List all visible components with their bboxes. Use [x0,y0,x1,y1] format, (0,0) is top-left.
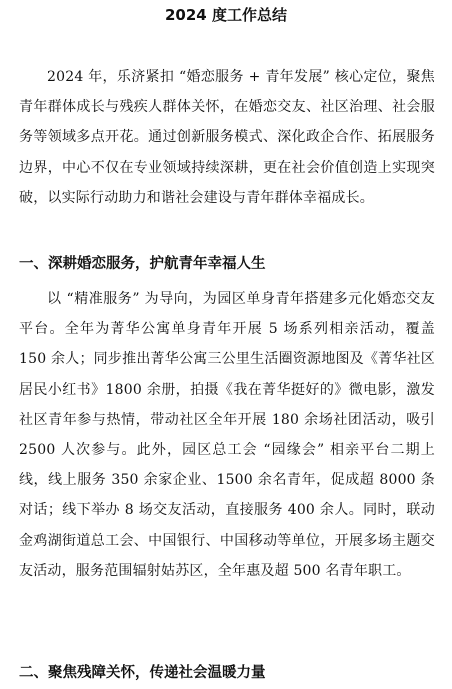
section-body-marriage-service: 以 “精准服务” 为导向，为园区单身青年搭建多元化婚恋交友平台。全年为菁华公寓单身青年开展 5 场系列相亲活动，覆盖 150 余人；同步推出菁华公寓三公里生活圈资源地图及《菁华社区居民小红书》1800 余册，拍摄《我在菁华挺好的》微电影，激发社区青年参与热情，带动社区全年开展 180 余场社团活动，吸引 2500 人次参与。此外，园区总工会 “园缘会” 相亲平台二期上线，线上服务 350 余家企业、1500 余名青年，促成超 8000 条对话；线下举办 8 场交友活动，直接服务 400 余人。同时，联动金鸡湖街道总工会、中国银行、中国移动等单位，开展多场主题交友活动，服务范围辐射姑苏区，全年惠及超 500 名青年职工。 [19,291,435,579]
section-heading-disability-care: 二、聚焦残障关怀，传递社会温暖力量 [19,665,266,681]
section-heading-marriage-service: 一、深耕婚恋服务，护航青年幸福人生 [19,256,266,272]
document-title: 2024 度工作总结 [165,6,287,24]
intro-paragraph: 2024 年，乐济紧扣 “婚恋服务 + 青年发展” 核心定位，聚焦青年群体成长与残疾人群体关怀，在婚恋交友、社区治理、社会服务等领域多点开花。通过创新服务模式、深化政企合作、拓展服务边界，中心不仅在专业领域持续深耕，更在社会价值创造上实现突破，以实际行动助力和谐社会建设与青年群体幸福成长。 [19,69,435,206]
